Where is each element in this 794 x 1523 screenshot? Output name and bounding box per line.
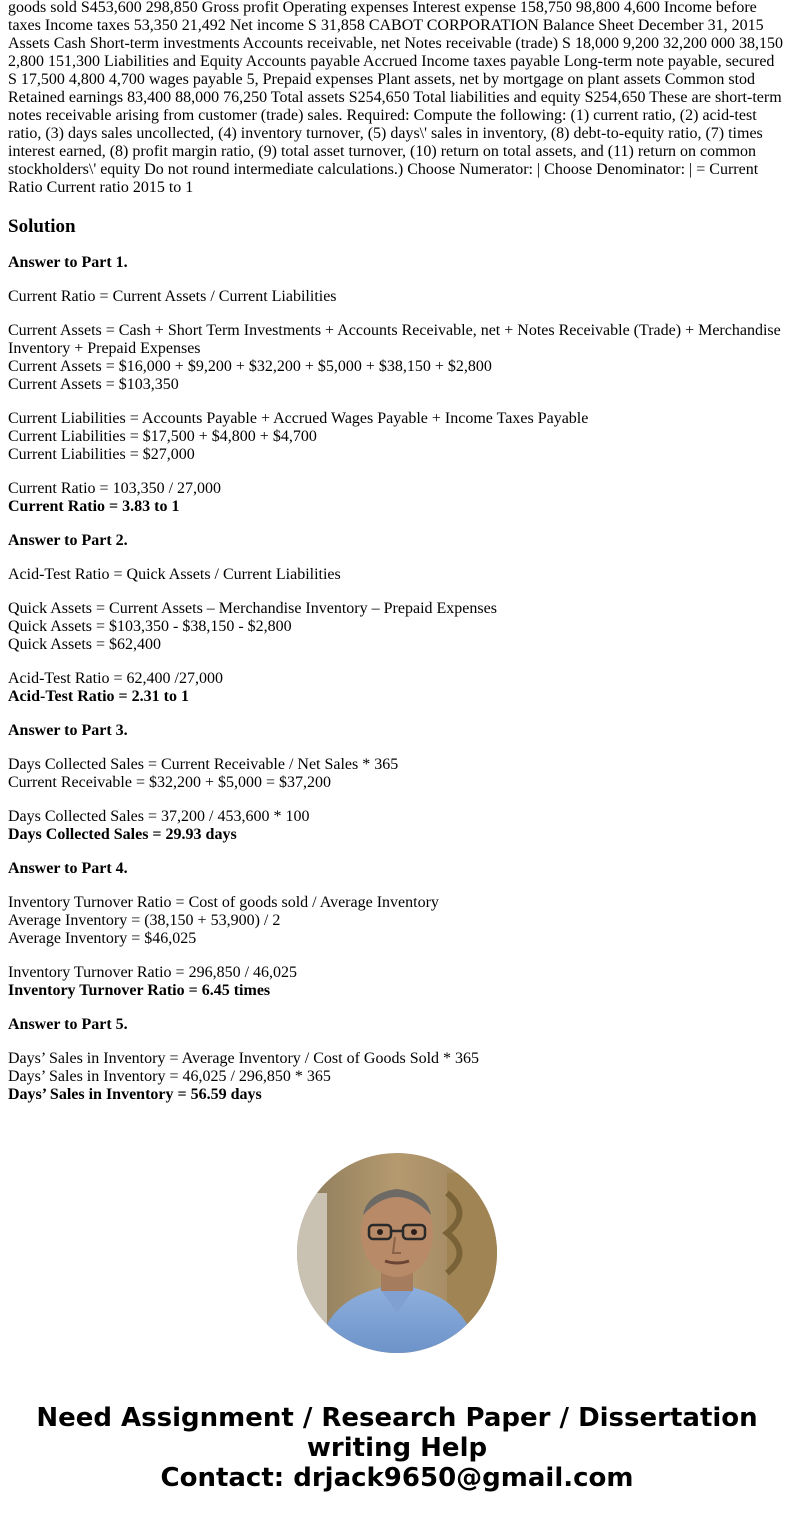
- calculation-line: Current Assets = $103,350: [8, 376, 179, 393]
- calculation-line: Current Ratio = 103,350 / 27,000: [8, 480, 222, 497]
- answer-heading: Answer to Part 2.: [8, 532, 128, 549]
- calculation-line: Acid-Test Ratio = 62,400 /27,000: [8, 670, 223, 687]
- answer-heading: Answer to Part 5.: [8, 1016, 128, 1033]
- calculation-line: Days’ Sales in Inventory = Average Inventory / Cost of Goods Sold * 365: [8, 1050, 480, 1067]
- calculation-line: Days Collected Sales = Current Receivable / Net Sales * 365: [8, 756, 399, 773]
- calculation-line: Current Liabilities = Accounts Payable + Accrued Wages Payable + Income Taxes Payable: [8, 410, 589, 427]
- result-line: Current Ratio = 3.83 to 1: [8, 498, 180, 515]
- calculation-line: Quick Assets = $103,350 - $38,150 - $2,800: [8, 618, 292, 635]
- result-line: Days’ Sales in Inventory = 56.59 days: [8, 1086, 262, 1103]
- promo-contact-line: Contact: drjack9650@gmail.com: [160, 1463, 634, 1493]
- calculation-block: [8, 410, 786, 464]
- promo-line-1: Need Assignment / Research Paper / Dissertation: [36, 1403, 758, 1433]
- calculation-block: [8, 964, 786, 1000]
- solution-heading: Solution: [8, 216, 76, 237]
- calculation-line: Quick Assets = Current Assets – Merchandise Inventory – Prepaid Expenses: [8, 600, 497, 617]
- calculation-line: Days Collected Sales = 37,200 / 453,600 * 100: [8, 808, 310, 825]
- calculation-block: [8, 808, 786, 844]
- calculation-block: [8, 322, 786, 394]
- calculation-block: [8, 756, 786, 792]
- calculation-line: Days’ Sales in Inventory = 46,025 / 296,850 * 365: [8, 1068, 331, 1085]
- calculation-line: Current Receivable = $32,200 + $5,000 = $37,200: [8, 774, 332, 791]
- author-avatar: [297, 1153, 497, 1353]
- calculation-line: Current Liabilities = $17,500 + $4,800 + $4,700: [8, 428, 317, 445]
- calculation-line: Inventory Turnover Ratio = 296,850 / 46,025: [8, 964, 298, 981]
- answer-heading: Answer to Part 1.: [8, 254, 128, 271]
- calculation-block: [8, 480, 786, 516]
- calculation-line: Average Inventory = (38,150 + 53,900) / 2: [8, 912, 281, 929]
- result-line: Inventory Turnover Ratio = 6.45 times: [8, 982, 271, 999]
- author-portrait-image: [297, 1153, 497, 1353]
- calculation-block: [8, 894, 786, 948]
- calculation-line: Average Inventory = $46,025: [8, 930, 197, 947]
- question-text: goods sold S453,600 298,850 Gross profit Operating expenses Interest expense 158,750 98,800 4,600 Income before taxes Income taxes 53,350 21,492 Net income S 31,858 CABOT CORPORATION Balance Sheet December 31, 2015 Assets Cash Short-term investments Accounts receivable, net Notes receivable (trade) S 18,000 9,200 32,200 000 38,150 2,800 151,300 Liabilities and Equity Accounts payable Accrued Income taxes payable Long-term note payable, secured S 17,500 4,800 4,700 wages payable 5, Prepaid expenses Plant assets, net by mortgage on plant assets Common stod Retained earnings 83,400 88,000 76,250 Total assets S254,650 Total liabilities and equity S254,650 These are short-term notes receivable arising from customer (trade) sales. Required: Compute the following: (1) current ratio, (2) acid-test ratio, (3) days sales uncollected, (4) inventory turnover, (5) days\' sales in inventory, (8) debt-to-equity ratio, (7) times interest earned, (8) profit margin ratio, (9) total asset turnover, (10) return on total assets, and (11) return on common stockholders\' equity Do not round intermediate calculations.) Choose Numerator: | Choose Denominator: | = Current Ratio Current ratio 2015 to 1: [8, 0, 783, 196]
- calculation-line: Current Assets = $16,000 + $9,200 + $32,200 + $5,000 + $38,150 + $2,800: [8, 358, 492, 375]
- calculation-block: [8, 1050, 786, 1104]
- calculation-line: Current Ratio = Current Assets / Current Liabilities: [8, 288, 337, 305]
- solution-parts: [8, 254, 786, 1104]
- document-body: [8, 0, 786, 1120]
- promo-line-2: writing Help: [306, 1433, 488, 1463]
- calculation-line: Quick Assets = $62,400: [8, 636, 162, 653]
- calculation-line: Current Assets = Cash + Short Term Investments + Accounts Receivable, net + Notes Receivable (Trade) + Merchandise Inventory + Prepaid Expenses: [8, 322, 781, 357]
- calculation-block: [8, 670, 786, 706]
- calculation-block: [8, 566, 786, 584]
- result-line: Acid-Test Ratio = 2.31 to 1: [8, 688, 189, 705]
- answer-heading: Answer to Part 3.: [8, 722, 128, 739]
- answer-heading: Answer to Part 4.: [8, 860, 128, 877]
- calculation-line: Inventory Turnover Ratio = Cost of goods sold / Average Inventory: [8, 894, 439, 911]
- calculation-block: [8, 600, 786, 654]
- calculation-line: Acid-Test Ratio = Quick Assets / Current Liabilities: [8, 566, 341, 583]
- promo-banner: [0, 1403, 794, 1493]
- calculation-line: Current Liabilities = $27,000: [8, 446, 195, 463]
- calculation-block: [8, 288, 786, 306]
- result-line: Days Collected Sales = 29.93 days: [8, 826, 237, 843]
